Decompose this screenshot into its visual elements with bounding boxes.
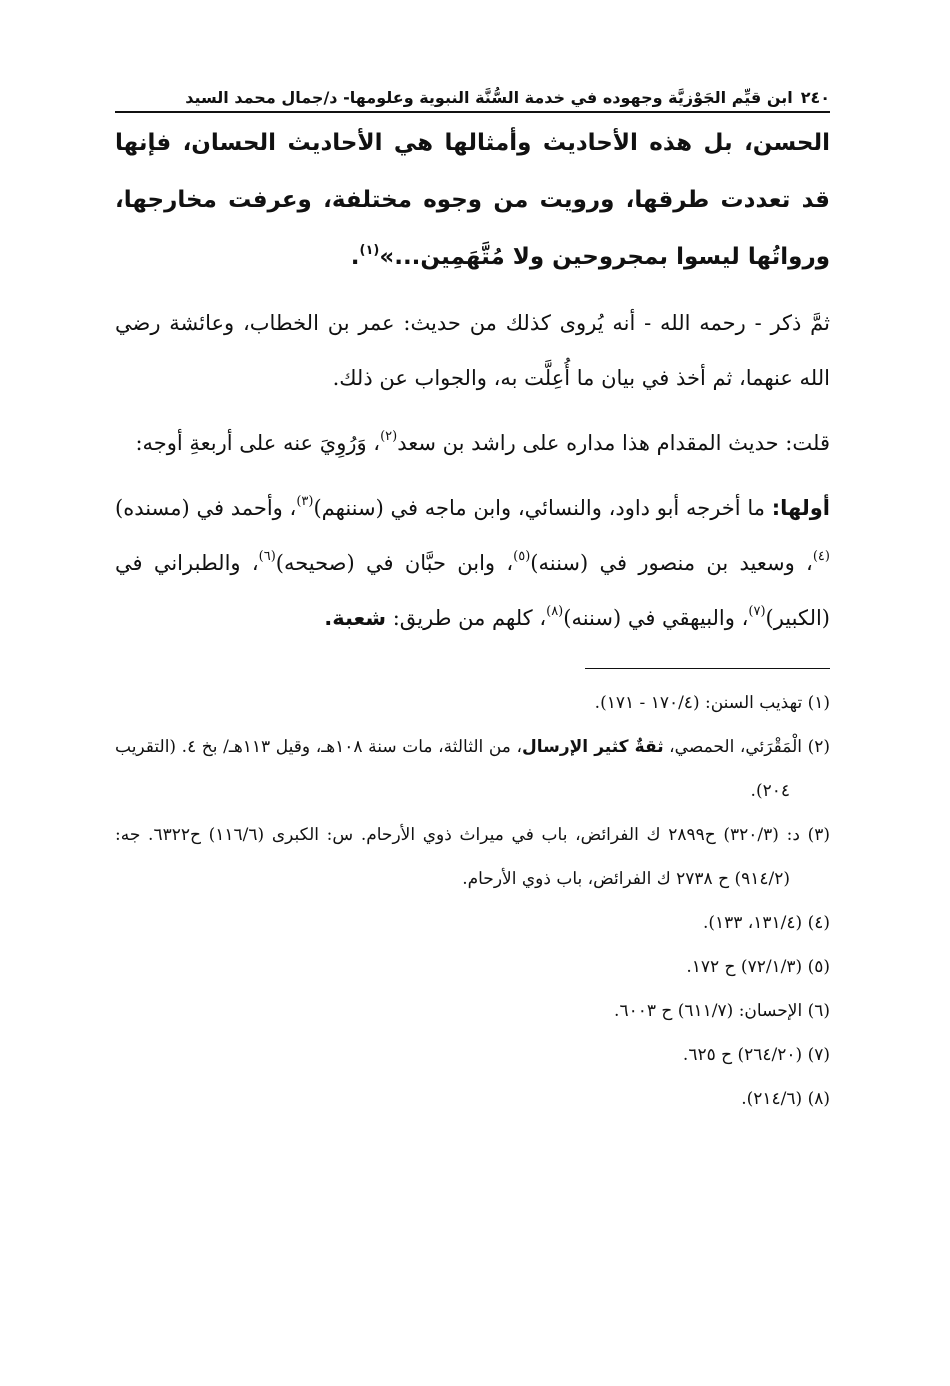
footnote-7: (٧) (٢٦٤/٢٠) ح ٦٢٥.: [682, 1045, 830, 1065]
footnote-ref-8[interactable]: (٨): [546, 604, 564, 619]
footnote-2-a: (٢) الْمَقْرَئي، الحمصي،: [663, 737, 830, 757]
paragraph-2-text: قلت: حديث المقدام هذا مداره على راشد بن سعد: [397, 431, 830, 455]
paragraph-3-s7: ، كلهم من طريق:: [386, 606, 547, 630]
page-number: ٢٤٠: [800, 88, 830, 107]
paragraph-1: ثمَّ ذكر - رحمه الله - أنه يُروى كذلك من حديث: عمر بن الخطاب، وعائشة رضي الله عنهما، ثم أخذ في بيان ما أُعِلَّت به، والجواب عن ذلك.: [115, 311, 830, 390]
footnote-ref-5[interactable]: (٥): [513, 549, 531, 564]
footnote-2-c: ، من الثالثة، مات سنة ١٠٨هـ، وقيل ١١٣هـ/ بخ ٤. (التقريب ٢٠٤).: [115, 737, 790, 801]
paragraph-2-text2: ، وَرُوِيَ عنه على أربعةِ أوجه:: [135, 431, 381, 455]
footnote-8: (٨) (٢١٤/٦).: [741, 1089, 830, 1109]
footnote-6: (٦) الإحسان: (٦١١/٧) ح ٦٠٠٣.: [614, 1001, 830, 1021]
footnote-ref-6[interactable]: (٦): [258, 549, 276, 564]
footnote-ref-3[interactable]: (٣): [296, 494, 314, 509]
paragraph-3-s1: ما أخرجه أبو داود، والنسائي، وابن ماجه في (سننهم): [313, 496, 772, 520]
footnote-5: (٥) (٧٢/١/٣) ح ١٧٢.: [686, 957, 830, 977]
footnote-ref-4[interactable]: (٤): [812, 549, 830, 564]
quote-text: الحسن، بل هذه الأحاديث وأمثالها هي الأحاديث الحسان، فإنها قد تعددت طرقها، ورويت من وجوه مختلفة، وعرفت مخارجها، ورواتُها ليسوا بمجروحين ولا مُتَّهَمِين...»: [115, 130, 830, 270]
footnote-4: (٤) (١٣١/٤، ١٣٣).: [702, 913, 830, 933]
page: [115, 88, 830, 1121]
footnote-ref-1[interactable]: (١): [359, 243, 380, 258]
running-header: [115, 88, 830, 113]
footnote-ref-7[interactable]: (٧): [748, 604, 766, 619]
footnote-separator: [585, 668, 830, 669]
footnote-2-bold: ثقةٌ كثير الإرسال: [521, 737, 664, 757]
paragraph-3-s4: ، وابن حبَّان في (صحيحه): [275, 551, 514, 575]
footnote-2: [115, 725, 830, 813]
footnote-1: (١) تهذيب السنن: (١٧٠/٤ - ١٧١).: [594, 693, 830, 713]
paragraph-3-s6: ، والبيهقي في (سننه): [563, 606, 749, 630]
paragraph-3-s5: ، والطبراني في (الكبير): [115, 551, 830, 630]
quote-end: .: [350, 244, 360, 270]
paragraph-2: [115, 416, 830, 471]
footnotes: [115, 681, 830, 1121]
paragraph-3-s3: ، وسعيد بن منصور في (سننه): [530, 551, 813, 575]
footnote-ref-2[interactable]: (٢): [380, 429, 398, 444]
footnote-3: (٣) د: (٣٢٠/٣) ح٢٨٩٩ ك الفرائض، باب في ميراث ذوي الأرحام. س: الكبرى (١١٦/٦) ح٦٣٢٢. جه: (٩١٤/٢) ح ٢٧٣٨ ك الفرائض، باب ذوي الأرحام.: [115, 825, 830, 889]
running-title: ابن قيِّم الجَوْزيَّة وجهوده في خدمة السُّنَّة النبوية وعلومها- د/جمال محمد السيد: [185, 88, 793, 107]
paragraph-3-bold-end: شعبة.: [324, 606, 387, 630]
paragraph-3: [115, 481, 830, 646]
quote-paragraph: [115, 115, 830, 286]
paragraph-3-lead: أولها:: [771, 496, 830, 520]
paragraph-3-s2: ، وأحمد في (مسنده): [115, 496, 297, 520]
